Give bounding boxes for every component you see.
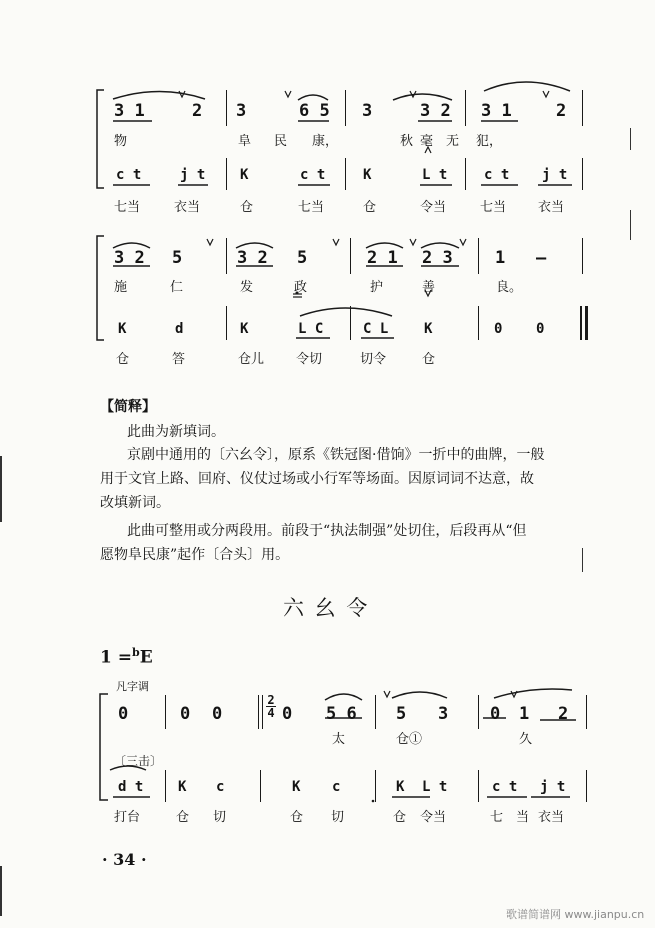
melody-note: 5 [297,248,308,268]
key-note: E [139,647,153,668]
perc-word: 七 [490,810,504,825]
page-edge [0,866,2,916]
lyric: 仁 [170,280,184,295]
perc-word: 仓 [176,810,190,825]
time-signature [266,694,276,719]
paragraph-line: 京剧中通用的〔六幺令〕，原系《铁冠图·借饷》一折中的曲牌，一般 [127,447,545,463]
paragraph-line: 愿物阜民康”起作〔合头〕用。 [100,547,290,563]
melody-note: 0 [180,704,191,724]
paragraph-line: 用于文官上路、回府、仪仗过场或小行军等场面。因原词词不达意，故 [100,471,534,487]
page-number: · 34 · [102,850,147,869]
perc-symbol: K [240,321,249,337]
system3-bracket [100,694,108,800]
perc-symbol: K [240,167,249,183]
paragraph-line: 此曲为新填词。 [127,424,225,440]
slur [393,94,452,100]
melody-note: 0 [118,704,129,724]
perc-symbol: 0 [536,321,545,337]
page-edge [582,548,583,572]
melody-note: 5 6 [326,704,357,724]
lyric: 物 [114,134,128,149]
melody-note: 3 1 [114,101,145,121]
section-heading: 【简释】 [100,399,156,415]
perc-symbol: j t [180,167,206,183]
flat-sign: b [132,646,140,659]
melody-note: 3 [438,704,449,724]
perc-symbol: C L [363,321,389,337]
slur [113,92,205,100]
perc-symbol: c [216,779,225,795]
slur [392,692,447,698]
slur [325,694,362,700]
melody-note: 3 2 [114,248,145,268]
perc-symbol: L t [422,167,448,183]
system2-bracket [97,236,104,340]
perc-word: 七当 [480,200,507,215]
lyric: 善 [422,280,436,295]
perc-word: 衣当 [538,810,565,825]
lyric: 久 [519,732,533,747]
perc-word: 仓 [393,810,407,825]
slur [298,95,328,100]
perc-word: 答 [172,352,186,367]
page-edge [0,456,2,522]
perc-word: 当 [516,810,530,825]
lyric: 阜 [238,134,252,149]
perc-word: 衣当 [538,200,565,215]
watermark-url: www.jianpu.cn [564,908,645,921]
perc-symbol: K [363,167,372,183]
lyric: 秋 [400,134,414,149]
melody-note: 2 [558,704,569,724]
perc-symbol: c [332,779,341,795]
watermark-name: 歌谱简谱网 [506,908,561,921]
lyric: 良。 [496,280,523,295]
perc-symbol: K [292,779,301,795]
melody-note: 3 [236,101,247,121]
system1-bracket [97,90,104,188]
melody-note: 0 [490,704,501,724]
perc-word: 仓 [363,200,377,215]
melody-note: 5 [396,704,407,724]
piece-title: 六 幺 令 [283,596,370,620]
perc-symbol: K [424,321,433,337]
perc-word: 令当 [420,200,447,215]
perc-word: 令当 [420,810,447,825]
melody-note: 2 1 [367,248,398,268]
perc-symbol: d t [118,779,144,795]
melody-note: 0 [212,704,223,724]
perc-word: 切 [213,810,227,825]
lyric: 仓① [396,732,423,747]
lyric: 民 [274,134,288,149]
perc-symbol: c t [116,167,142,183]
paragraph-line: 此曲可整用或分两段用。前段于“执法制强”处切住，后段再从“但 [127,523,527,539]
perc-symbol: d [175,321,184,337]
perc-symbol: K [178,779,187,795]
lyric: 太 [332,732,346,747]
melody-note: 0 [282,704,293,724]
time-top: 2 [267,693,275,707]
perc-word: 仓儿 [238,352,265,367]
perc-word: 仓 [116,352,130,367]
lyric: 护 [370,280,384,295]
mode-label: 凡字调 [116,680,149,693]
melody-note: 2 [192,101,203,121]
perc-symbol: K [118,321,127,337]
page-edge [630,210,631,240]
key-signature [100,646,153,668]
slur [300,308,392,316]
melody-note: 3 1 [481,101,512,121]
melody-note: 1 [495,248,506,268]
melody-note: – [536,248,547,268]
perc-symbol: L t [422,779,448,795]
perc-word: 令切 [296,352,323,367]
lyric: 无 [446,134,460,149]
watermark [506,906,644,922]
perc-word: 切令 [360,352,387,367]
melody-note: 6 5 [299,101,330,121]
perc-symbol: L C [298,321,324,337]
perc-word: 七当 [298,200,325,215]
perc-symbol: c t [492,779,518,795]
melody-note: 5 [172,248,183,268]
page-edge [630,128,631,150]
perc-word: 仓 [290,810,304,825]
melody-note: 2 [556,101,567,121]
intro-label: 〔三击〕 [114,754,163,768]
slur [494,689,572,698]
lyric: 发 [240,280,254,295]
lyric: 康， [312,134,339,149]
perc-symbol: j t [540,779,566,795]
perc-symbol: K [396,779,405,795]
perc-word: 衣当 [174,200,201,215]
perc-symbol: c t [484,167,510,183]
melody-note: 3 2 [420,101,451,121]
melody-note: 2 3 [422,248,453,268]
lyric: 施 [114,280,128,295]
perc-word: 切 [331,810,345,825]
lyric: 政 [294,280,308,295]
perc-word: 仓 [240,200,254,215]
paragraph-line: 改填新词。 [100,495,170,511]
melody-note: 3 2 [237,248,268,268]
lyric: 犯， [476,134,503,149]
slur [484,82,570,91]
lyric: 毫 [420,134,434,149]
perc-word: 七当 [114,200,141,215]
key-prefix: 1 = [100,647,132,668]
melody-note: 3 [362,101,373,121]
perc-symbol: j t [542,167,568,183]
perc-word: 打台 [114,810,141,825]
perc-symbol: c t [300,167,326,183]
perc-word: 仓 [422,352,436,367]
perc-symbol: 0 [494,321,503,337]
time-bottom: 4 [267,706,275,720]
melody-note: 1 [519,704,530,724]
